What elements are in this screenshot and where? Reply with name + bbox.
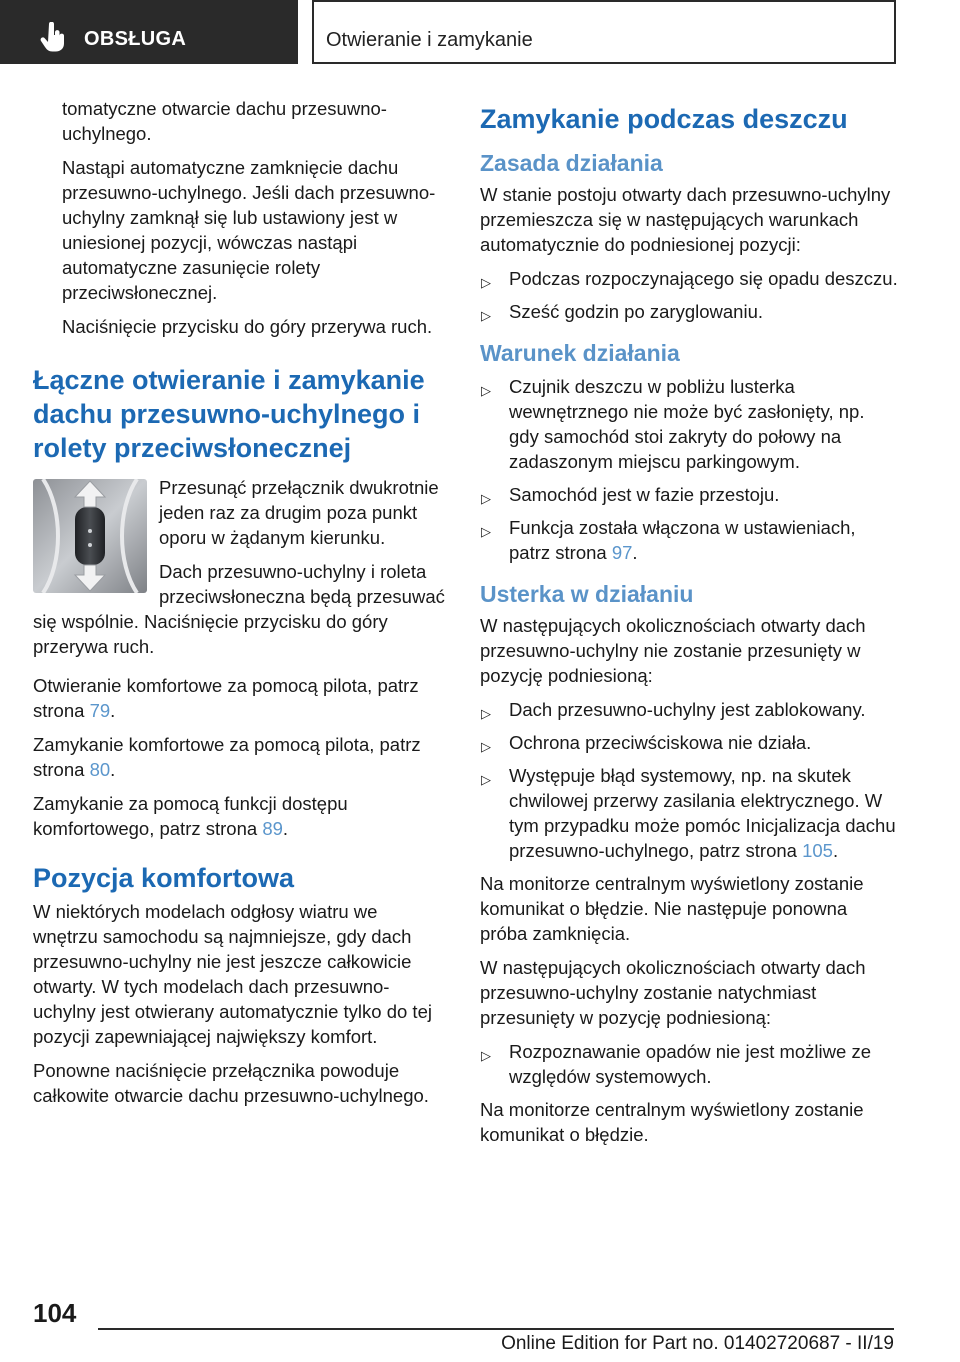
list-item: ▷ Sześć godzin po zaryglowaniu. bbox=[480, 299, 898, 324]
paragraph: W następujących okolicznościach otwarty dach przesuwno-uchylny nie zostanie przesunięty w pozycję podniesioną: bbox=[480, 615, 866, 686]
cross-reference: Zamykanie za pomocą funkcji dostępu komfortowego, patrz strona 89. bbox=[33, 793, 348, 839]
paragraph: Na monitorze centralnym wyświetlony zostanie komunikat o błędzie. Nie następuje ponowna próba zamknięcia. bbox=[480, 873, 864, 944]
triangle-bullet-icon: ▷ bbox=[481, 1048, 491, 1063]
cross-reference: Zamykanie komfortowe za pomocą pilota, patrz strona 80. bbox=[33, 734, 421, 780]
subsection-heading: Warunek działania bbox=[480, 340, 680, 366]
triangle-bullet-icon: ▷ bbox=[481, 491, 491, 506]
page-link[interactable]: 80 bbox=[89, 759, 111, 780]
paragraph: Nastąpi automatyczne zamknięcie dachu przesuwno-uchylnego. Jeśli dach przesuwno-uchylny zamknął się lub ustawiony jest w uniesionej pozycji, wówczas nastąpi automatyczne zasunięcie rolety przeciwsłonecznej. bbox=[62, 157, 436, 303]
list-item: ▷ Funkcja została włączona w ustawieniach, patrz strona 97. bbox=[481, 517, 856, 563]
page-number: 104 bbox=[33, 1298, 77, 1328]
list-item: ▷ Podczas rozpoczynającego się opadu deszczu. bbox=[480, 266, 898, 291]
triangle-bullet-icon: ▷ bbox=[481, 275, 491, 290]
bullet-list bbox=[480, 374, 898, 565]
paragraph: Na monitorze centralnym wyświetlony zostanie komunikat o błędzie. bbox=[480, 1099, 864, 1145]
header-title-box bbox=[312, 0, 896, 64]
paragraph: W następujących okolicznościach otwarty dach przesuwno-uchylny zostanie natychmiast przesunięty w pozycję podniesioną: bbox=[480, 957, 866, 1028]
list-item: ▷ Czujnik deszczu w pobliżu lusterka wewnętrznego nie może być zasłonięty, np. gdy samochód stoi zakryty do połowy na zadaszonym miejscu parkingowym. bbox=[481, 376, 865, 472]
right-column bbox=[480, 96, 898, 1156]
triangle-bullet-icon: ▷ bbox=[481, 308, 491, 323]
list-item: ▷ Dach przesuwno-uchylny jest zablokowany. bbox=[480, 697, 898, 722]
page-link[interactable]: 97 bbox=[611, 542, 633, 563]
section-heading: Zamykanie podczas deszczu bbox=[480, 104, 848, 134]
cross-reference: Otwieranie komfortowe za pomocą pilota, patrz strona 79. bbox=[33, 675, 419, 721]
sunroof-switch-illustration bbox=[33, 479, 147, 593]
paragraph: W niektórych modelach odgłosy wiatru we wnętrzu samochodu są najmniejsze, gdy dach przesuwno-uchylny nie jest jeszcze całkowicie otwarty. W tych modelach dach przesuwno-uchylny jest otwierany automatycznie tylko do tej pozycji zapewniającej największy komfort. bbox=[33, 901, 432, 1047]
list-item: ▷ Rozpoznawanie opadów nie jest możliwe ze względów systemowych. bbox=[481, 1041, 871, 1087]
subsection-heading: Zasada działania bbox=[480, 150, 663, 176]
section-tab bbox=[0, 0, 298, 64]
edition-info: Online Edition for Part no. 01402720687 - II/19 bbox=[501, 1333, 894, 1354]
bullet-list bbox=[480, 266, 898, 324]
bullet-list bbox=[480, 1039, 898, 1089]
triangle-bullet-icon: ▷ bbox=[481, 772, 491, 787]
paragraph: Dach przesuwno-uchylny i roleta przeciwsłoneczna będą przesuwać się wspólnie. Naciśnięcie przycisku do góry przerywa ruch. bbox=[33, 561, 445, 657]
triangle-bullet-icon: ▷ bbox=[481, 739, 491, 754]
page-link[interactable]: 79 bbox=[89, 700, 111, 721]
subsection-heading: Usterka w działaniu bbox=[480, 581, 694, 607]
list-item: ▷ Samochód jest w fazie przestoju. bbox=[480, 482, 898, 507]
paragraph: W stanie postoju otwarty dach przesuwno-uchylny przemieszcza się w następujących warunkach automatycznie do podniesionej pozycji: bbox=[480, 184, 891, 255]
footer-rule bbox=[98, 1328, 894, 1330]
section-heading: Łączne otwieranie i zamykanie dachu przesuwno-uchylnego i rolety przeciwsłonecznej bbox=[33, 365, 425, 463]
section-label: OBSŁUGA bbox=[84, 28, 187, 50]
page-link[interactable]: 105 bbox=[802, 840, 833, 861]
section-heading: Pozycja komfortowa bbox=[33, 863, 295, 893]
triangle-bullet-icon: ▷ bbox=[481, 383, 491, 398]
left-column bbox=[33, 96, 447, 1117]
triangle-bullet-icon: ▷ bbox=[481, 524, 491, 539]
paragraph: Naciśnięcie przycisku do góry przerywa ruch. bbox=[62, 316, 433, 337]
bullet-list bbox=[480, 697, 898, 863]
triangle-bullet-icon: ▷ bbox=[481, 706, 491, 721]
list-item: ▷ Ochrona przeciwściskowa nie działa. bbox=[480, 730, 898, 755]
hand-pointer-icon bbox=[40, 22, 66, 52]
paragraph: Przesunąć przełącznik dwukrotnie jeden raz za drugim poza punkt oporu w żądanym kierunku. bbox=[159, 477, 439, 548]
page-link[interactable]: 89 bbox=[262, 818, 283, 839]
list-item: ▷ Występuje błąd systemowy, np. na skutek chwilowej przerwy zasilania elektrycznego. W tym przypadku może pomóc Inicjalizacja dachu przesuwno-uchylnego, patrz strona 105. bbox=[481, 765, 896, 861]
chapter-title: Otwieranie i zamykanie bbox=[326, 29, 533, 51]
paragraph: tomatyczne otwarcie dachu przesuwno-uchylnego. bbox=[62, 98, 387, 144]
paragraph: Ponowne naciśnięcie przełącznika powoduje całkowite otwarcie dachu przesuwno-uchylnego. bbox=[33, 1060, 429, 1106]
